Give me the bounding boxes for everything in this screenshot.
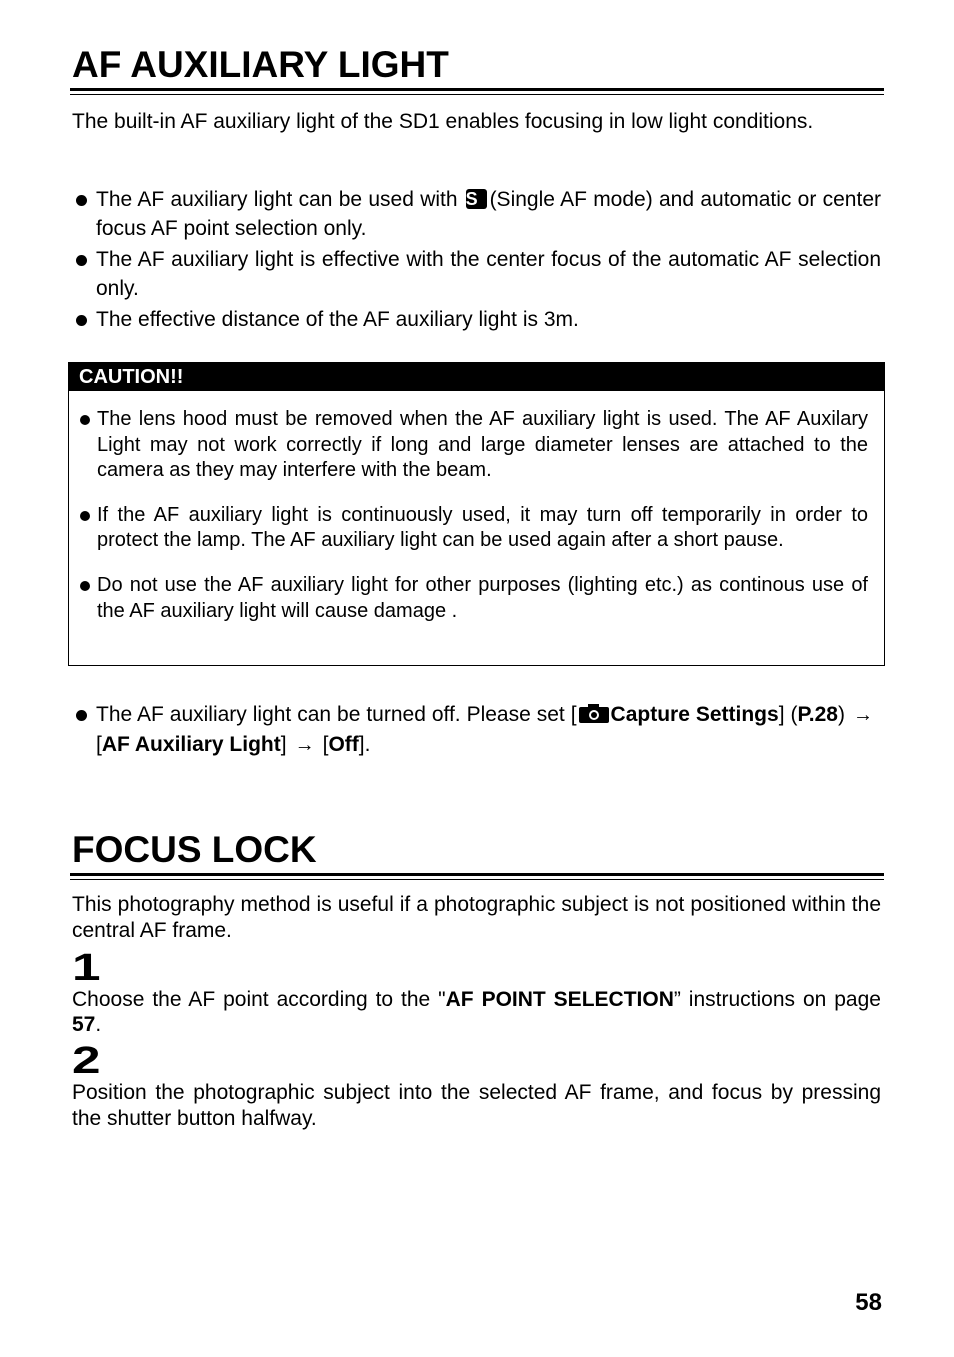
bullet-icon bbox=[76, 255, 87, 266]
list-item bbox=[72, 305, 881, 334]
bracket: [ bbox=[96, 733, 102, 756]
section-title-focus-lock: FOCUS LOCK bbox=[72, 829, 317, 870]
list-item bbox=[72, 185, 881, 243]
step-number: 2 bbox=[72, 1040, 101, 1082]
page-number: 58 bbox=[855, 1289, 882, 1316]
af-light-bullet-list bbox=[72, 185, 881, 336]
menu-item: AF Auxiliary Light bbox=[101, 733, 281, 756]
bracket: ) bbox=[837, 703, 845, 726]
turn-off-bullet-list bbox=[72, 700, 881, 762]
arrow-icon: → bbox=[852, 704, 873, 726]
caution-text: The lens hood must be removed when the AF auxiliary light is used. The AF Auxilary Light may not work correctly if long and large diameter lenses are attached to the camera as they may interfere with the beam. bbox=[97, 408, 868, 482]
bracket: [ bbox=[322, 733, 329, 756]
step-text-part: ” instructions on page bbox=[673, 988, 881, 1011]
bullet-text: The AF auxiliary light is effective with the center focus of the automatic AF selection only. bbox=[96, 248, 881, 300]
caution-box bbox=[68, 362, 885, 666]
step-text bbox=[72, 987, 881, 1037]
step-number: 1 bbox=[72, 947, 101, 989]
bullet-icon bbox=[76, 195, 87, 206]
bullet-text: The AF auxiliary light can be used with bbox=[96, 188, 458, 211]
instruction-text: The AF auxiliary light can be turned off. Please set [ bbox=[96, 703, 577, 726]
caution-text: If the AF auxiliary light is continuously used, it may turn off temporarily in order to protect the lamp. The AF auxiliary light can be used again after a short pause. bbox=[97, 503, 868, 552]
caution-heading: CAUTION!! bbox=[69, 363, 884, 391]
bracket: ] bbox=[280, 733, 287, 756]
bullet-icon bbox=[76, 315, 87, 326]
caution-list bbox=[79, 407, 868, 643]
bracket: ( bbox=[790, 703, 798, 726]
camera-icon bbox=[579, 702, 609, 721]
bullet-icon bbox=[80, 415, 90, 425]
list-item bbox=[79, 407, 868, 484]
list-item bbox=[72, 700, 881, 760]
step-text: Position the photographic subject into the selected AF frame, and focus by pressing the shutter button halfway. bbox=[72, 1081, 881, 1130]
menu-name: Capture Settings bbox=[610, 703, 779, 726]
bullet-icon bbox=[76, 710, 87, 721]
bullet-text: The effective distance of the AF auxiliary light is 3m. bbox=[96, 308, 579, 331]
bullet-text: (Single AF mode) and automatic or center focus AF point selection only. bbox=[96, 188, 881, 240]
title-rule bbox=[70, 88, 884, 95]
bracket: ]. bbox=[358, 733, 371, 756]
list-item bbox=[72, 245, 881, 303]
intro-paragraph: This photography method is useful if a photographic subject is not positioned within the central AF frame. bbox=[72, 893, 881, 942]
list-item bbox=[79, 503, 868, 554]
title-rule bbox=[70, 873, 884, 880]
reference-title: AF POINT SELECTION bbox=[445, 988, 674, 1011]
setting-value: Off bbox=[328, 733, 359, 756]
list-item bbox=[79, 573, 868, 624]
section-title-af-auxiliary-light: AF AUXILIARY LIGHT bbox=[72, 44, 449, 85]
intro-paragraph: The built-in AF auxiliary light of the SD1 enables focusing in low light conditions. bbox=[72, 110, 814, 133]
bracket: ] bbox=[778, 703, 785, 726]
step-text-part: . bbox=[95, 1013, 102, 1036]
page-reference: P.28 bbox=[797, 703, 838, 726]
caution-text: Do not use the AF auxiliary light for other purposes (lighting etc.) as continous use of the AF auxiliary light will cause damage . bbox=[97, 573, 868, 622]
single-af-mode-icon bbox=[466, 189, 487, 209]
arrow-icon: → bbox=[294, 734, 315, 756]
page-reference: 57 bbox=[72, 1013, 96, 1036]
bullet-icon bbox=[80, 581, 90, 591]
bullet-icon bbox=[80, 511, 90, 521]
step-text-part: Choose the AF point according to the " bbox=[72, 988, 446, 1011]
